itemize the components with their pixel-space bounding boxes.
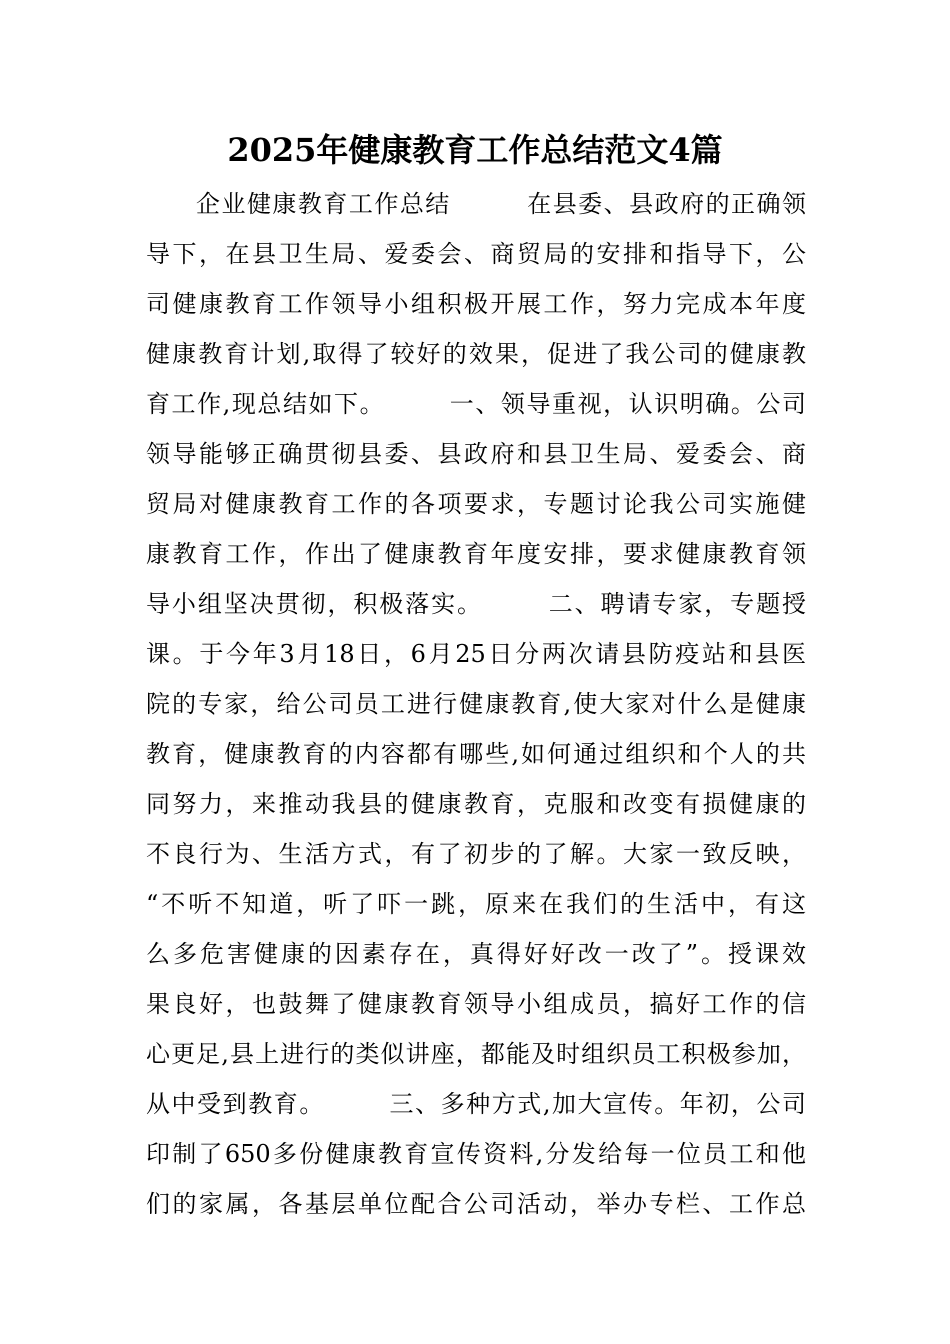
body-line-21: 们的家属，各基层单位配合公司活动，举办专栏、工作总 <box>146 1190 806 1218</box>
body-line-1: 企业健康教育工作总结 在县委、县政府的正确领 <box>196 190 806 218</box>
document-body <box>146 179 806 1229</box>
body-line-12: 教育，健康教育的内容都有哪些,如何通过组织和个人的共 <box>146 740 806 768</box>
body-line-9: 导小组坚决贯彻，积极落实。 二、聘请专家，专题授 <box>146 590 806 618</box>
body-line-13: 同努力，来推动我县的健康教育，克服和改变有损健康的 <box>146 790 806 818</box>
body-line-7: 贸局对健康教育工作的各项要求，专题讨论我公司实施健 <box>146 490 806 518</box>
body-line-11: 院的专家，给公司员工进行健康教育,使大家对什么是健康 <box>146 690 806 718</box>
body-line-6: 领导能够正确贯彻县委、县政府和县卫生局、爱委会、商 <box>146 440 806 468</box>
body-line-5: 育工作,现总结如下。 一、领导重视，认识明确。公司 <box>146 390 806 418</box>
body-line-8: 康教育工作，作出了健康教育年度安排，要求健康教育领 <box>146 540 806 568</box>
body-line-14: 不良行为、生活方式，有了初步的了解。大家一致反映， <box>146 840 806 868</box>
body-line-19: 从中受到教育。 三、多种方式,加大宣传。年初，公司 <box>146 1090 806 1118</box>
document-title: 2025年健康教育工作总结范文4篇 <box>227 131 723 169</box>
body-line-3: 司健康教育工作领导小组积极开展工作，努力完成本年度 <box>146 290 806 318</box>
body-line-18: 心更足,县上进行的类似讲座，都能及时组织员工积极参加， <box>146 1040 806 1068</box>
body-line-2: 导下，在县卫生局、爱委会、商贸局的安排和指导下，公 <box>146 240 806 268</box>
body-line-4: 健康教育计划,取得了较好的效果，促进了我公司的健康教 <box>146 340 806 368</box>
body-line-17: 果良好，也鼓舞了健康教育领导小组成员，搞好工作的信 <box>146 990 806 1018</box>
body-line-20: 印制了650多份健康教育宣传资料,分发给每一位员工和他 <box>146 1140 806 1168</box>
body-line-15: “不听不知道，听了吓一跳，原来在我们的生活中，有这 <box>146 890 806 918</box>
body-line-16: 么多危害健康的因素存在，真得好好改一改了”。授课效 <box>146 940 806 968</box>
body-line-10: 课。于今年3月18日，6月25日分两次请县防疫站和县医 <box>146 640 806 668</box>
